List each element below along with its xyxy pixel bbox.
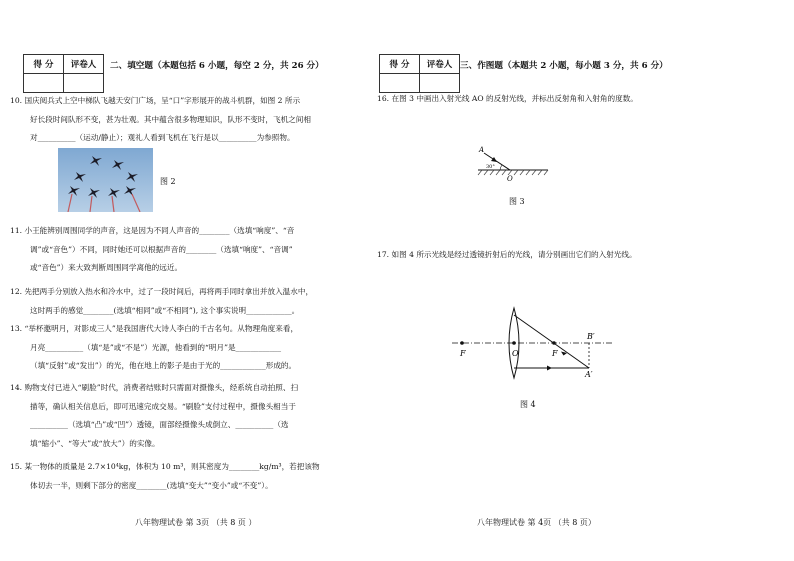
question-10 xyxy=(10,92,311,148)
question-line: 15. 某一物体的质量是 2.7×10⁴kg，体积为 10 m³，则其密度为________kg/m³，若把该物 xyxy=(10,462,320,471)
question-line: 这时两手的感觉________(选填“相同”或“不相同”), 这个事实说明____________。 xyxy=(30,305,300,315)
grader-header: 评卷人 xyxy=(420,55,460,74)
question-11 xyxy=(10,222,294,278)
question-line: 13. “举杯邀明月，对影成三人”是我国唐代大诗人李白的千古名句。从物理角度来看， xyxy=(10,324,299,333)
question-line: 填“缩小”、“等大”或“放大”）的实像。 xyxy=(30,438,160,448)
question-line: __________（选填“凸”或“凹”）透镜，面部经摄像头成倒立、__________（选 xyxy=(30,420,289,429)
focal-point-left xyxy=(460,341,464,345)
score-header: 得 分 xyxy=(24,55,64,74)
question-13 xyxy=(10,320,298,376)
arrow-icon xyxy=(547,366,552,371)
question-line: 好长段时间队形不变，甚为壮观。其中蕴含很多物理知识，队形不变时，飞机之间相 xyxy=(30,114,311,124)
angle-label: 30° xyxy=(486,164,495,170)
question-line: 11. 小王能辨别周围同学的声音，这是因为不同人声音的________（选填“响度”、“音 xyxy=(10,226,295,235)
label-O: O xyxy=(512,349,519,358)
figure-3-caption: 图 3 xyxy=(509,197,525,206)
optical-center xyxy=(512,341,516,345)
question-15 xyxy=(10,458,320,495)
grader-header: 评卷人 xyxy=(64,55,104,74)
score-table xyxy=(23,54,104,93)
score-table xyxy=(379,54,460,93)
figure-2-caption: 图 2 xyxy=(160,177,176,186)
grader-cell[interactable] xyxy=(64,74,104,93)
question-line: 10. 国庆阅兵式上空中梯队飞越天安门广场，呈“口”字形展开的战斗机群，如图 2 所示 xyxy=(10,96,301,105)
question-line: 14. 购物支付已进入“刷脸”时代，消费者结账时只需面对摄像头，经系统自动拍照、扫 xyxy=(10,383,299,392)
refracted-ray-1 xyxy=(514,315,589,368)
label-B: B′ xyxy=(587,332,595,341)
figure-4-diagram xyxy=(452,305,612,380)
right-page xyxy=(377,0,794,561)
score-cell[interactable] xyxy=(24,74,64,93)
question-line: 或“音色”）来大致判断周围同学离他的远近。 xyxy=(30,263,183,272)
question-line: 16. 在图 3 中画出入射光线 AO 的反射光线，并标出反射角和入射角的度数。 xyxy=(377,94,638,103)
label-A: A xyxy=(479,146,485,154)
label-F-left: F xyxy=(460,349,466,358)
question-line: 调”或“音色”）不同，同时她还可以根据声音的________（选填“响度”、“音调” xyxy=(30,244,293,254)
figure-4-caption: 图 4 xyxy=(520,400,536,409)
section-title: 三、作图题（本题共 2 小题，每小题 3 分，共 6 分） xyxy=(460,61,668,71)
question-line: 17. 如图 4 所示光线是经过透镜折射后的光线，请分别画出它们的入射光线。 xyxy=(377,250,637,259)
question-line: 体切去一半，则剩下部分的密度________(选填“变大”“变小”或“不变”）。 xyxy=(30,480,273,490)
focal-point-right xyxy=(552,341,556,345)
question-line: 月亮__________（填“是”或“不是”）光源，他看到的“明月”是____________ xyxy=(30,342,282,352)
page-footer: 八年物理试卷 第 4页 （共 8 页） xyxy=(477,518,596,527)
question-line: （填“反射”或“发出”）的光，他在地上的影子是由于光的____________形成的。 xyxy=(30,361,297,370)
figure-3-diagram xyxy=(472,140,552,185)
section-title: 二、填空题（本题包括 6 小题，每空 2 分，共 26 分） xyxy=(110,61,324,71)
question-14 xyxy=(10,379,298,453)
label-A: A′ xyxy=(585,370,593,379)
question-line: 描等，确认相关信息后，即可迅速完成交易。“刷脸”支付过程中，摄像头相当于 xyxy=(30,401,296,411)
question-line: 12. 先把两手分别放入热水和冷水中，过了一段时间后，再将两手同时拿出并放入温水中， xyxy=(10,287,314,296)
question-17 xyxy=(377,246,637,265)
figure-2-photo xyxy=(58,148,153,212)
label-F-right: F xyxy=(552,349,558,358)
page-footer: 八年物理试卷 第 3页 （共 8 页 ） xyxy=(135,518,257,527)
question-12 xyxy=(10,283,313,320)
question-16 xyxy=(377,90,638,109)
question-line: 对__________（运动/静止）；观礼人看到飞机在飞行是以__________为参照物。 xyxy=(30,133,295,142)
label-O: O xyxy=(507,175,513,183)
score-header: 得 分 xyxy=(380,55,420,74)
